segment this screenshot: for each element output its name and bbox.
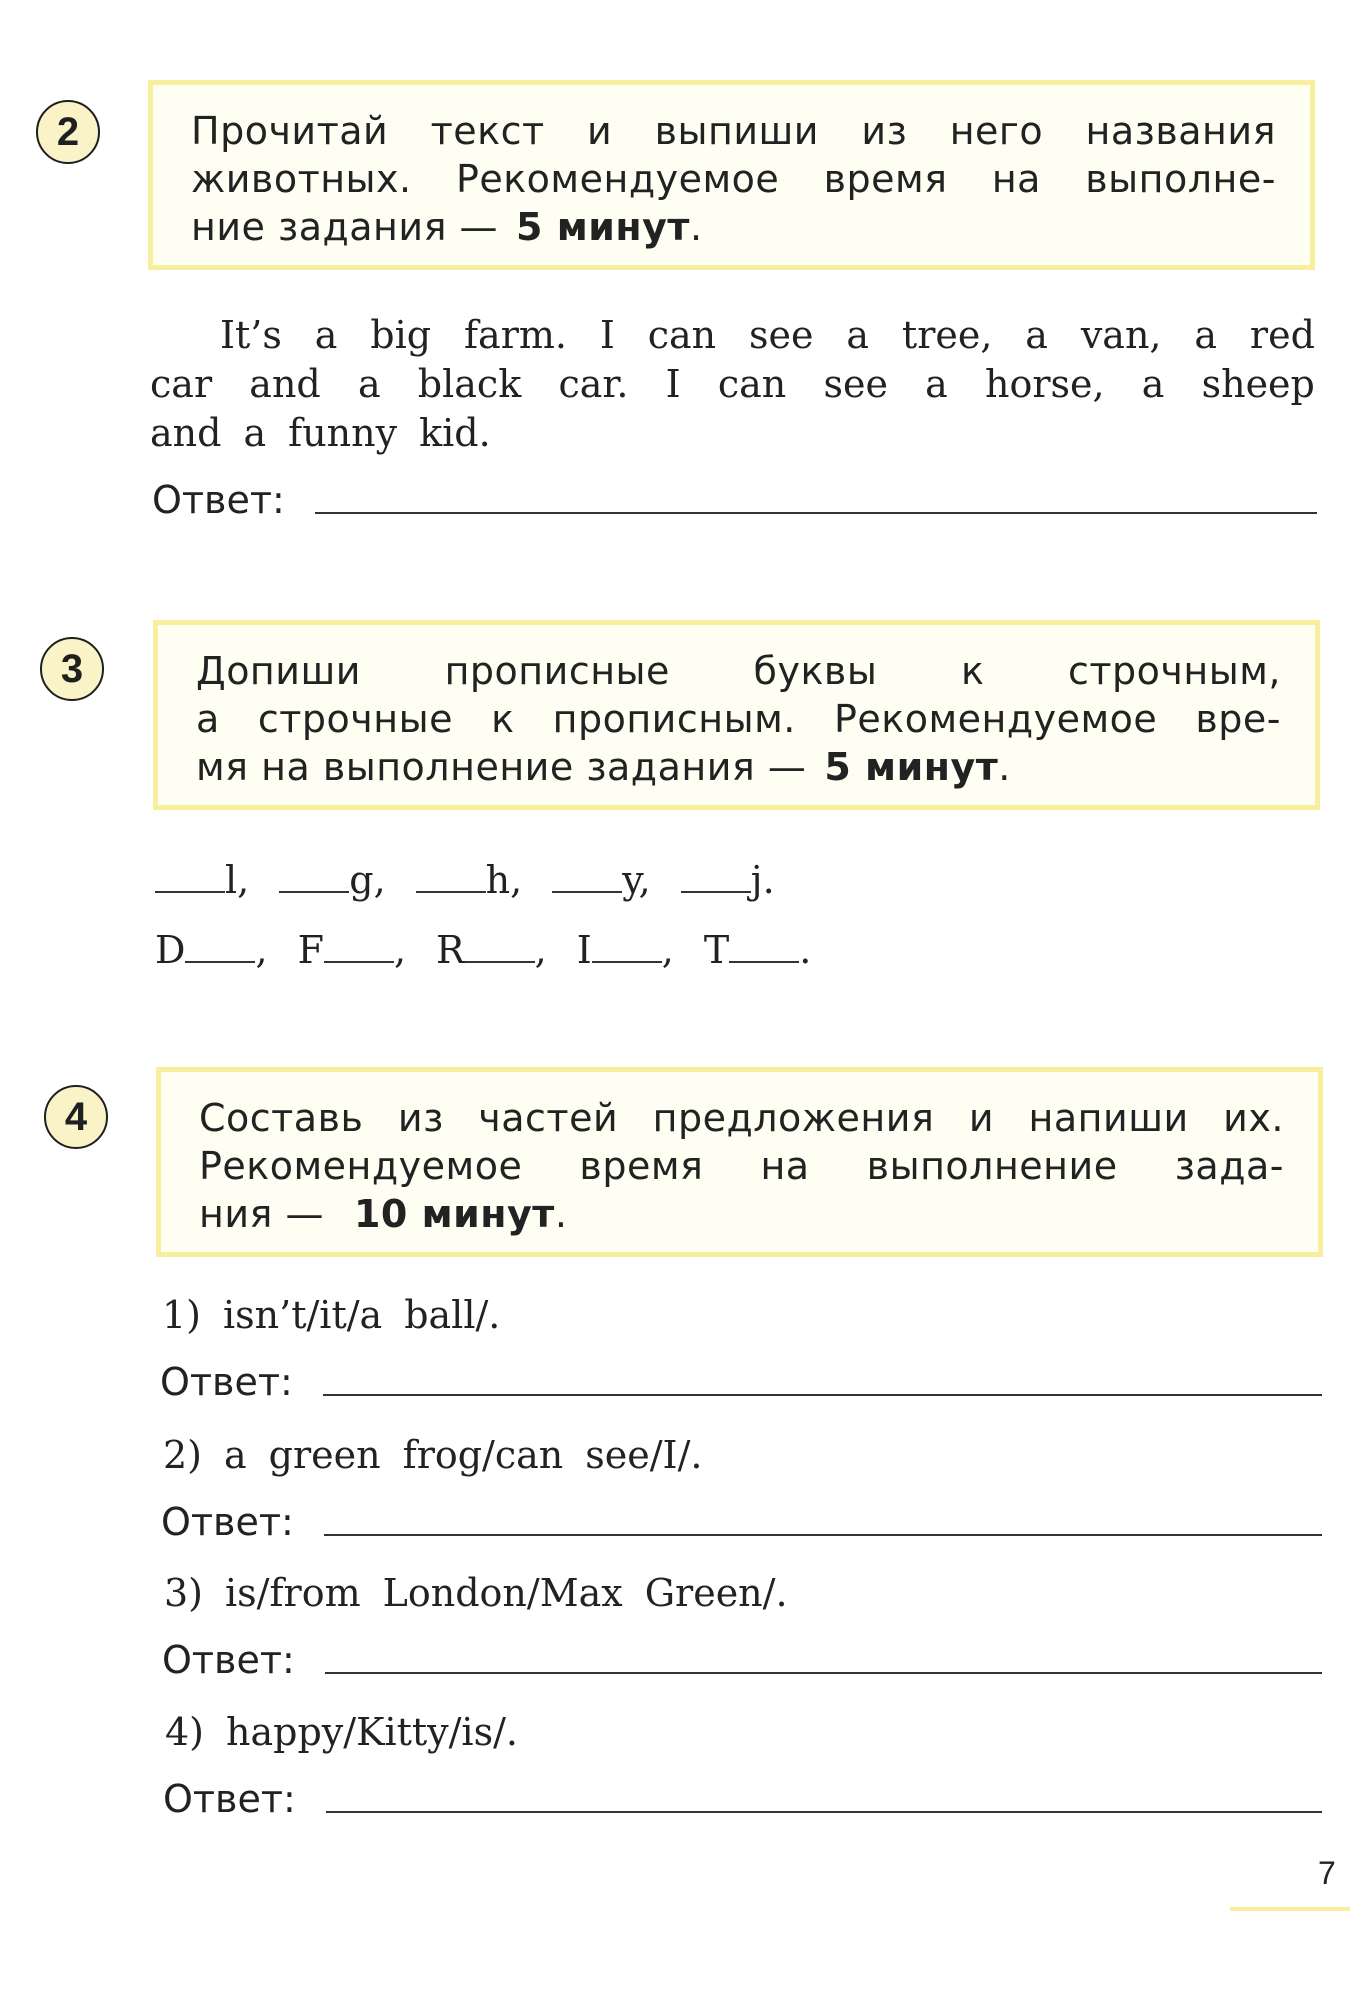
word: зада- [1174, 1144, 1284, 1188]
word: выполнение [866, 1144, 1118, 1188]
word: к [960, 649, 985, 693]
answer-rule[interactable] [325, 1672, 1322, 1674]
word: see [823, 362, 888, 406]
word: big [370, 313, 432, 357]
word: из [861, 109, 908, 153]
instruction-line [191, 155, 1276, 203]
task-number-3: 3 [40, 637, 104, 701]
instruction-line [196, 695, 1281, 743]
letter-blank[interactable] [729, 961, 799, 963]
word: farm. [463, 313, 567, 357]
word: and [249, 362, 321, 406]
answer-label: Ответ: [162, 1638, 295, 1682]
answer-label: Ответ: [152, 478, 285, 522]
instruction-tail: ние задания — [191, 205, 499, 249]
word: животных. [191, 157, 412, 201]
letter-item: R , [436, 928, 547, 972]
reading-text-line [150, 362, 1315, 406]
word: к [491, 697, 515, 741]
letter-blank[interactable] [185, 961, 255, 963]
instruction-tail: ния — [199, 1192, 324, 1236]
task-2-instruction [148, 80, 1315, 270]
answer-label: Ответ: [161, 1500, 294, 1544]
word: выпиши [654, 109, 820, 153]
word: is/from [225, 1571, 361, 1615]
letter: T [703, 928, 730, 972]
letter-item: l, [155, 858, 249, 902]
word: car [150, 362, 213, 406]
letter: F [297, 928, 324, 972]
word: Рекомендуемое [455, 157, 780, 201]
letter-item: g, [279, 858, 385, 902]
word: horse, [984, 362, 1105, 406]
letter-blank[interactable] [592, 961, 662, 963]
word: Допиши [196, 649, 361, 693]
letter-item: y, [552, 858, 651, 902]
letter-blank[interactable] [681, 891, 751, 893]
letter-item: I , [576, 928, 674, 972]
word: частей [478, 1096, 619, 1140]
word: a [357, 362, 381, 406]
word: прописные [444, 649, 670, 693]
instruction-line [191, 107, 1276, 155]
letter-blank[interactable] [279, 891, 349, 893]
word: see [749, 313, 814, 357]
time-limit: 10 минут [353, 1192, 555, 1236]
item-number: 3) [164, 1571, 204, 1615]
word: время [823, 157, 948, 201]
word: a [1025, 313, 1048, 357]
word: isn’t/it/a [223, 1293, 383, 1337]
word: can [717, 362, 787, 406]
answer-rule[interactable] [315, 512, 1317, 514]
task-number-4: 4 [44, 1085, 108, 1149]
word: названия [1085, 109, 1276, 153]
item-number: 4) [165, 1710, 205, 1754]
word: London/Max [382, 1571, 623, 1615]
time-limit: 5 минут [824, 745, 999, 789]
letter-blank[interactable] [552, 891, 622, 893]
word: буквы [753, 649, 878, 693]
uppercase-row [155, 928, 841, 972]
instruction-line: мя на выполнение задания — 5 минут . [196, 745, 1011, 789]
word: I [599, 313, 615, 357]
word: funny [288, 411, 398, 455]
word: can [647, 313, 717, 357]
letter-item: h, [416, 858, 523, 902]
item-number: 1) [162, 1293, 202, 1337]
word: see/I/. [585, 1433, 703, 1477]
word: Рекомендуемое [833, 697, 1158, 741]
letter-blank[interactable] [465, 961, 535, 963]
scrambled-sentence [164, 1571, 1264, 1615]
word: a [243, 411, 267, 455]
page-number-underline [1230, 1907, 1350, 1911]
letter-item: F , [297, 928, 407, 972]
word: их. [1223, 1096, 1284, 1140]
letter-blank[interactable] [416, 891, 486, 893]
page-number: 7 [1318, 1855, 1336, 1891]
letter: j [750, 858, 763, 902]
word: I [665, 362, 681, 406]
letter: D [155, 928, 186, 972]
answer-label: Ответ: [160, 1360, 293, 1404]
word: строчным, [1068, 649, 1281, 693]
word: вре- [1195, 697, 1281, 741]
task-4-instruction [156, 1067, 1323, 1257]
word: предложения [652, 1096, 935, 1140]
task-3-instruction [153, 620, 1320, 810]
word: строчные [257, 697, 453, 741]
reading-text-line [150, 411, 1315, 455]
letter-blank[interactable] [155, 891, 225, 893]
time-limit: 5 минут [516, 205, 690, 249]
answer-line-task-2[interactable] [152, 478, 1317, 522]
letter-item: j. [681, 858, 775, 902]
word: happy/Kitty/is/. [226, 1710, 518, 1754]
word: a [314, 313, 338, 357]
word: и [587, 109, 613, 153]
word: It’s [220, 313, 282, 357]
word: время [579, 1144, 704, 1188]
answer-rule[interactable] [323, 1394, 1322, 1396]
instruction-line: ния — 10 минут . [199, 1192, 568, 1236]
letter: y [622, 858, 639, 902]
word: Рекомендуемое [199, 1144, 523, 1188]
word: из [397, 1096, 444, 1140]
word: sheep [1201, 362, 1315, 406]
letter: R [436, 928, 465, 972]
letter: g [349, 858, 374, 902]
scrambled-sentence [163, 1433, 1263, 1477]
word: текст [430, 109, 545, 153]
letter: l [225, 858, 238, 902]
letter-item: D , [155, 928, 268, 972]
word: и [968, 1096, 995, 1140]
letter-item: T . [703, 928, 812, 972]
word: car. [558, 362, 629, 406]
answer-line[interactable] [161, 1500, 1322, 1544]
answer-line[interactable] [162, 1638, 1322, 1682]
word: and [150, 411, 222, 455]
word: ball/. [404, 1293, 501, 1337]
lowercase-row [155, 858, 805, 902]
word: a [224, 1433, 247, 1477]
word: прописным. [552, 697, 796, 741]
instruction-line [196, 647, 1281, 695]
instruction-tail: мя на выполнение задания — [196, 745, 807, 789]
answer-label: Ответ: [163, 1777, 296, 1821]
answer-rule[interactable] [324, 1534, 1322, 1536]
word: Green/. [644, 1571, 788, 1615]
word: frog/can [402, 1433, 564, 1477]
word: Прочитай [191, 109, 389, 153]
item-number: 2) [163, 1433, 203, 1477]
answer-line[interactable] [163, 1777, 1322, 1821]
word: на [991, 157, 1041, 201]
instruction-line [199, 1094, 1284, 1142]
word: a [925, 362, 948, 406]
scrambled-sentence [162, 1293, 1262, 1337]
word: а [196, 697, 220, 741]
answer-rule[interactable] [326, 1811, 1322, 1813]
word: kid. [419, 411, 491, 455]
word: van, [1080, 313, 1162, 357]
word: a [846, 313, 870, 357]
scrambled-sentence [165, 1710, 1265, 1754]
instruction-line [199, 1142, 1284, 1190]
word: Составь [199, 1096, 364, 1140]
instruction-line: ние задания — 5 минут . [191, 205, 703, 249]
word: black [417, 362, 522, 406]
word: green [268, 1433, 381, 1477]
word: выполне- [1085, 157, 1276, 201]
word: a [1194, 313, 1218, 357]
word: него [949, 109, 1044, 153]
word: tree, [901, 313, 993, 357]
word: на [760, 1144, 810, 1188]
letter-blank[interactable] [324, 961, 394, 963]
task-number-2: 2 [36, 100, 100, 164]
letter: h [485, 858, 511, 902]
word: a [1141, 362, 1165, 406]
answer-line[interactable] [160, 1360, 1322, 1404]
word: напиши [1028, 1096, 1189, 1140]
reading-text-line [220, 313, 1315, 357]
letter: I [576, 928, 592, 972]
word: red [1249, 313, 1315, 357]
